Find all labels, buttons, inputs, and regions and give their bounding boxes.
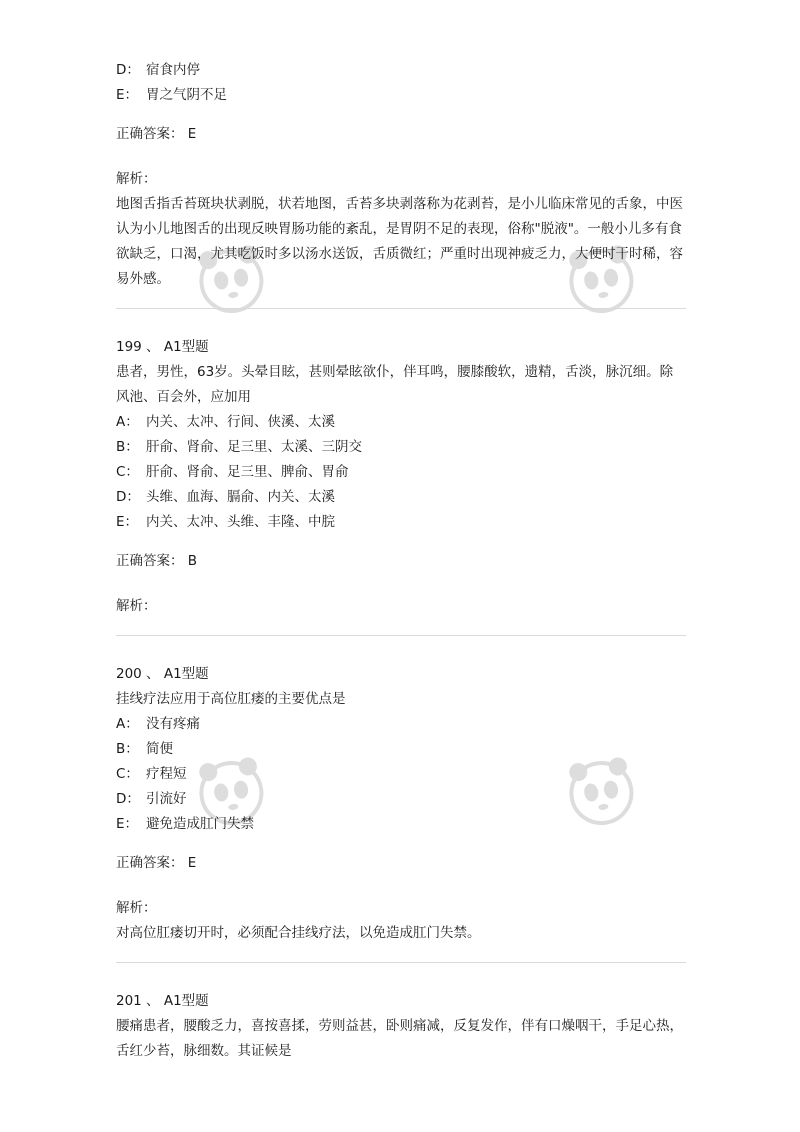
section-divider xyxy=(116,962,686,963)
analysis-label: 解析： xyxy=(116,598,157,614)
option-text: 宿食内停 xyxy=(146,62,200,78)
option-d xyxy=(116,485,686,510)
answer-value: E xyxy=(187,126,197,142)
option-a xyxy=(116,712,686,737)
analysis-label: 解析： xyxy=(116,900,157,916)
option-text: 内关、太冲、行间、侠溪、太溪 xyxy=(146,414,335,430)
option-key: D： xyxy=(116,62,140,78)
analysis-label: 解析： xyxy=(116,171,157,187)
answer-label: 正确答案： xyxy=(116,553,184,569)
question-stem: 挂线疗法应用于高位肛瘘的主要优点是 xyxy=(116,691,346,707)
option-d xyxy=(116,787,686,812)
option-key: E： xyxy=(116,87,139,103)
question-stem: 患者，男性，63岁。头晕目眩，甚则晕眩欲仆，伴耳鸣，腰膝酸软，遗精，舌淡，脉沉细。除风池、百会外，应加用 xyxy=(116,364,674,405)
section-divider xyxy=(116,635,686,636)
answer-label: 正确答案： xyxy=(116,126,184,142)
option-b xyxy=(116,435,686,460)
question-header: 201 、 A1型题 xyxy=(116,993,209,1009)
option-d xyxy=(116,58,686,83)
option-key: B： xyxy=(116,741,139,757)
option-text: 引流好 xyxy=(146,791,187,807)
option-key: D： xyxy=(116,791,140,807)
option-e xyxy=(116,812,686,837)
question-list xyxy=(116,58,686,1064)
question-header: 199 、 A1型题 xyxy=(116,339,209,355)
correct-answer xyxy=(116,851,686,876)
correct-answer xyxy=(116,122,686,147)
option-c xyxy=(116,460,686,485)
option-text: 没有疼痛 xyxy=(146,716,200,732)
option-key: B： xyxy=(116,439,139,455)
option-e xyxy=(116,83,686,108)
answer-value: B xyxy=(187,553,198,569)
option-c xyxy=(116,762,686,787)
option-text: 胃之气阴不足 xyxy=(146,87,227,103)
option-text: 肝俞、肾俞、足三里、脾俞、胃俞 xyxy=(146,464,349,480)
option-key: A： xyxy=(116,414,139,430)
analysis-text: 地图舌指舌苔斑块状剥脱，状若地图，舌苔多块剥落称为花剥苔，是小儿临床常见的舌象，中医认为小儿地图舌的出现反映胃肠功能的紊乱，是胃阴不足的表现，俗称"脱液"。一般小儿多有食欲缺乏，口渴，尤其吃饭时多以汤水送饭，舌质微红；严重时出现神疲乏力，大便时干时稀，容易外感。 xyxy=(116,196,683,287)
question-stem: 腰痛患者，腰酸乏力，喜按喜揉，劳则益甚，卧则痛减，反复发作，伴有口燥咽干，手足心热，舌红少苔，脉细数。其证候是 xyxy=(116,1018,683,1059)
option-text: 内关、太冲、头维、丰隆、中脘 xyxy=(146,514,335,530)
option-key: A： xyxy=(116,716,139,732)
answer-label: 正确答案： xyxy=(116,855,184,871)
option-a xyxy=(116,410,686,435)
option-text: 肝俞、肾俞、足三里、太溪、三阴交 xyxy=(146,439,362,455)
option-key: E： xyxy=(116,514,139,530)
option-text: 避免造成肛门失禁 xyxy=(146,816,254,832)
analysis-text: 对高位肛瘘切开时，必须配合挂线疗法，以免造成肛门失禁。 xyxy=(116,925,481,941)
question-header: 200 、 A1型题 xyxy=(116,666,209,682)
option-b xyxy=(116,737,686,762)
option-key: C： xyxy=(116,464,139,480)
option-text: 头维、血海、膈俞、内关、太溪 xyxy=(146,489,335,505)
section-divider xyxy=(116,308,686,309)
answer-value: E xyxy=(187,855,197,871)
option-key: D： xyxy=(116,489,140,505)
option-e xyxy=(116,510,686,535)
option-key: E： xyxy=(116,816,139,832)
option-key: C： xyxy=(116,766,139,782)
option-text: 疗程短 xyxy=(146,766,187,782)
option-text: 简便 xyxy=(146,741,173,757)
correct-answer xyxy=(116,549,686,574)
